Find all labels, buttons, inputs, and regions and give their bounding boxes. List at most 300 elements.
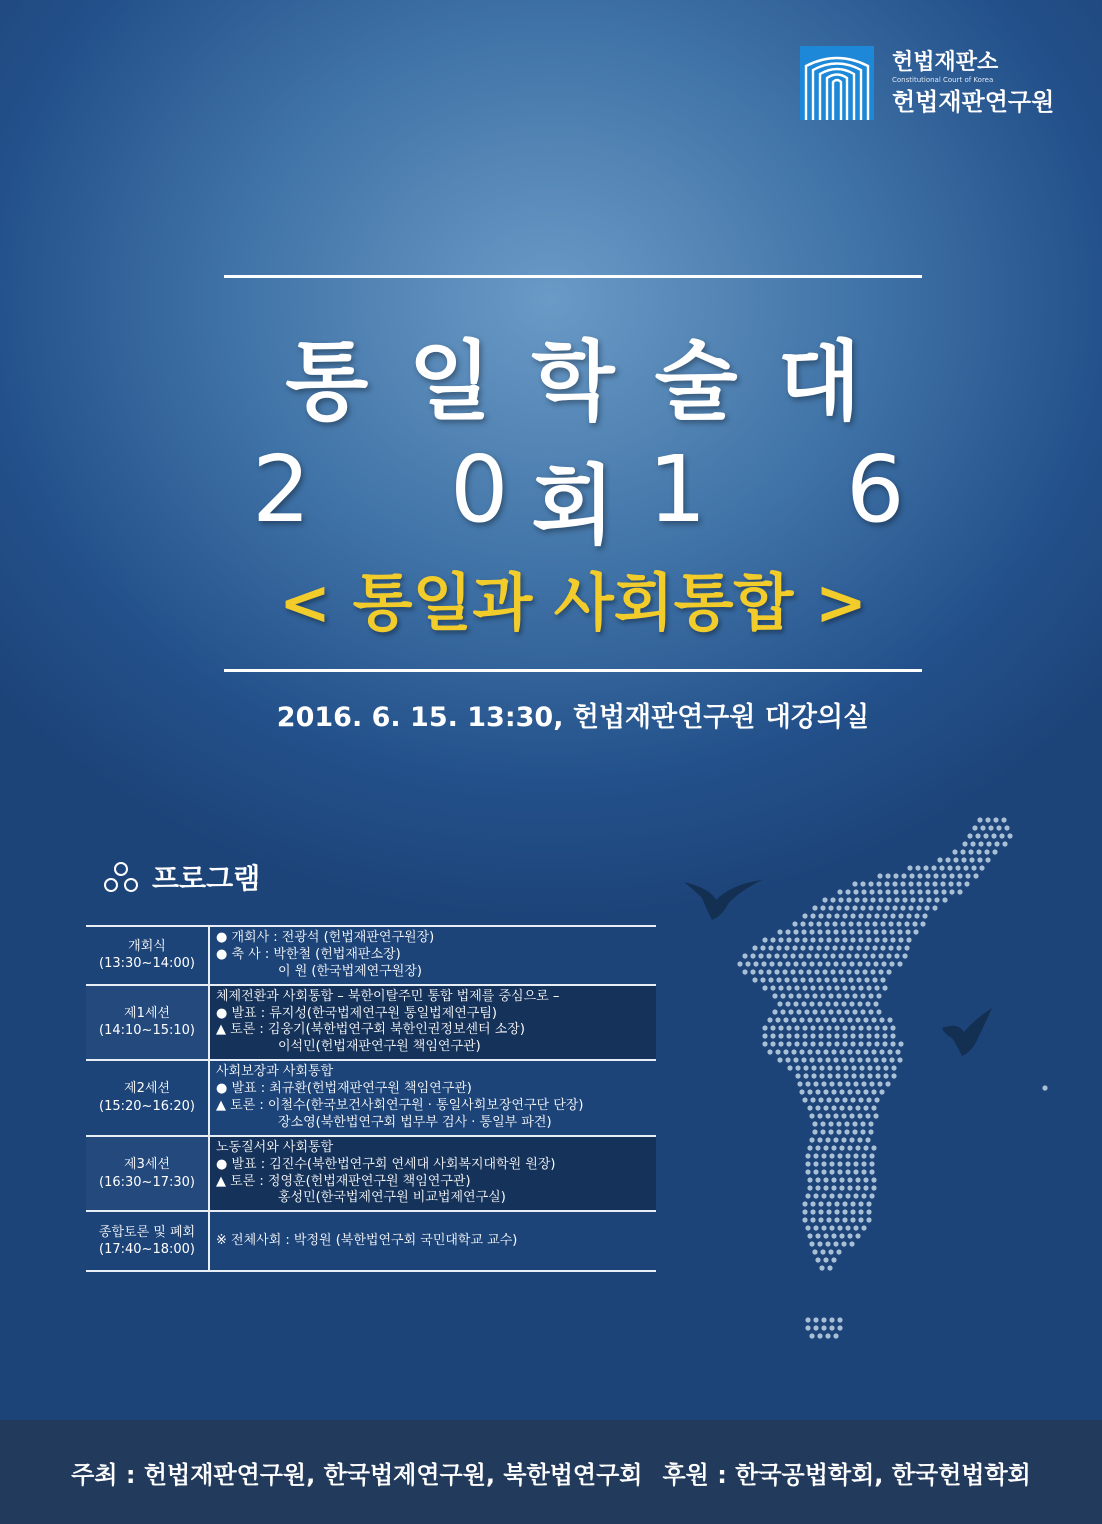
map-dot	[823, 1089, 828, 1094]
map-dot	[778, 1041, 783, 1046]
map-dot	[800, 945, 805, 950]
map-dot	[822, 953, 827, 958]
map-dot	[784, 977, 789, 982]
map-dot	[874, 1097, 879, 1102]
map-dot	[842, 1201, 847, 1206]
map-dot	[841, 1137, 846, 1142]
map-dot	[865, 1057, 870, 1062]
map-dot	[878, 953, 883, 958]
map-dot	[890, 1041, 895, 1046]
map-dot	[892, 905, 897, 910]
map-dot	[778, 1033, 783, 1038]
map-dot	[882, 1041, 887, 1046]
map-dot	[860, 993, 865, 998]
map-dot	[861, 1153, 866, 1158]
map-dot	[909, 889, 914, 894]
map-dot	[836, 1249, 841, 1254]
map-dot	[908, 881, 913, 886]
map-dot	[852, 1129, 857, 1134]
map-dot	[836, 905, 841, 910]
map-dot	[829, 1325, 834, 1330]
map-dot	[829, 1161, 834, 1166]
map-dot	[868, 993, 873, 998]
map-dot	[836, 1009, 841, 1014]
map-dot	[1002, 841, 1007, 846]
map-dot	[988, 825, 993, 830]
map-dot	[842, 1041, 847, 1046]
map-dot	[790, 969, 795, 974]
map-dot	[820, 1249, 825, 1254]
map-dot	[829, 1153, 834, 1158]
map-dot	[825, 1057, 830, 1062]
map-dot	[816, 945, 821, 950]
map-dot	[786, 1041, 791, 1046]
map-dot	[766, 969, 771, 974]
table-row	[86, 1060, 656, 1136]
map-dot	[811, 1073, 816, 1078]
map-dot	[841, 1241, 846, 1246]
map-dot	[794, 985, 799, 990]
map-dot	[972, 825, 977, 830]
map-dot	[801, 1001, 806, 1006]
map-dot	[805, 1317, 810, 1322]
map-dot	[983, 833, 988, 838]
map-dot	[855, 1017, 860, 1022]
map-dot	[842, 1097, 847, 1102]
map-dot	[810, 1097, 815, 1102]
map-dot	[783, 1017, 788, 1022]
map-dot	[742, 969, 747, 974]
map-dot	[893, 889, 898, 894]
map-dot	[905, 929, 910, 934]
map-dot	[753, 961, 758, 966]
map-dot	[923, 865, 928, 870]
map-dot	[810, 913, 815, 918]
map-dot	[892, 881, 897, 886]
map-dot	[750, 953, 755, 958]
map-dot	[826, 1209, 831, 1214]
map-dot	[866, 1025, 871, 1030]
map-dot	[780, 993, 785, 998]
map-dot	[842, 1217, 847, 1222]
map-dot	[775, 1049, 780, 1054]
map-dot	[837, 1081, 842, 1086]
map-dot	[847, 1185, 852, 1190]
map-dot	[853, 1161, 858, 1166]
map-dot	[939, 865, 944, 870]
map-dot	[876, 905, 881, 910]
map-dot	[797, 1081, 802, 1086]
map-dot	[845, 1153, 850, 1158]
map-dot	[992, 849, 997, 854]
map-dot	[847, 1177, 852, 1182]
map-dot	[861, 1225, 866, 1230]
map-dot	[812, 1129, 817, 1134]
map-dot	[819, 1265, 824, 1270]
map-dot	[819, 1073, 824, 1078]
map-dot	[839, 1177, 844, 1182]
court-emblem-icon	[800, 46, 874, 120]
map-dot	[826, 1041, 831, 1046]
map-dot	[863, 1049, 868, 1054]
map-dot	[850, 985, 855, 990]
map-dot	[815, 1145, 820, 1150]
map-dot	[826, 913, 831, 918]
map-dot	[849, 1241, 854, 1246]
map-dot	[793, 1057, 798, 1062]
map-dot	[823, 1185, 828, 1190]
map-dot	[840, 945, 845, 950]
map-dot	[818, 1209, 823, 1214]
map-dot	[791, 1049, 796, 1054]
map-dot	[831, 1185, 836, 1190]
map-dot	[826, 985, 831, 990]
institute-name: 헌법재판연구원	[892, 87, 1055, 116]
map-dot	[807, 1145, 812, 1150]
map-dot	[842, 1025, 847, 1030]
map-dot	[776, 945, 781, 950]
table-row	[86, 926, 656, 985]
map-dot	[941, 889, 946, 894]
map-dot	[811, 1065, 816, 1070]
map-dot	[865, 1001, 870, 1006]
map-dot	[836, 1129, 841, 1134]
map-dot	[775, 1017, 780, 1022]
map-dot	[761, 961, 766, 966]
map-dot	[873, 1001, 878, 1006]
map-dot	[821, 1081, 826, 1086]
map-dot	[885, 889, 890, 894]
map-dot	[833, 1333, 838, 1338]
map-dot	[965, 873, 970, 878]
map-dot	[859, 1065, 864, 1070]
map-dot	[767, 1049, 772, 1054]
map-dot	[885, 873, 890, 878]
session-time: (13:30~14:00)	[99, 956, 195, 972]
map-dot	[859, 1073, 864, 1078]
map-dot	[839, 1233, 844, 1238]
map-dot	[866, 1041, 871, 1046]
map-dot	[804, 1009, 809, 1014]
map-dot	[823, 1257, 828, 1262]
map-dot	[869, 1081, 874, 1086]
map-dot	[869, 1161, 874, 1166]
session-line: ● 발표 : 최규환(헌법재판연구원 책임연구관)	[216, 1081, 472, 1097]
map-dot	[810, 1025, 815, 1030]
map-dot	[828, 905, 833, 910]
map-dot	[881, 1057, 886, 1062]
map-dot	[999, 833, 1004, 838]
map-dot	[805, 1153, 810, 1158]
map-dot	[799, 1049, 804, 1054]
map-dot	[774, 953, 779, 958]
session-cell	[86, 926, 209, 985]
map-dot	[882, 1025, 887, 1030]
map-dot	[818, 913, 823, 918]
map-dot	[890, 1033, 895, 1038]
map-dot	[855, 1105, 860, 1110]
map-dot	[890, 1025, 895, 1030]
map-dot	[902, 897, 907, 902]
map-dot	[794, 1025, 799, 1030]
map-dot	[888, 945, 893, 950]
map-dot	[822, 969, 827, 974]
map-dot	[1001, 817, 1006, 822]
map-dot	[813, 1325, 818, 1330]
map-dot	[851, 1065, 856, 1070]
map-dot	[804, 993, 809, 998]
map-dot	[793, 1001, 798, 1006]
map-dot	[844, 905, 849, 910]
map-dot	[823, 1177, 828, 1182]
map-dot	[863, 1105, 868, 1110]
map-dot	[901, 873, 906, 878]
map-dot	[832, 945, 837, 950]
map-dot	[810, 985, 815, 990]
map-dot	[770, 1025, 775, 1030]
map-dot	[801, 1057, 806, 1062]
map-dot	[871, 1177, 876, 1182]
map-dot	[850, 1097, 855, 1102]
map-dot	[994, 841, 999, 846]
map-dot	[868, 1009, 873, 1014]
map-dot	[803, 1073, 808, 1078]
map-dot	[858, 985, 863, 990]
map-dot	[862, 953, 867, 958]
map-dot	[802, 1033, 807, 1038]
map-dot	[837, 1317, 842, 1322]
map-dot	[809, 1001, 814, 1006]
map-dot	[906, 913, 911, 918]
map-dot	[980, 825, 985, 830]
map-dot	[829, 1193, 834, 1198]
map-dot	[838, 969, 843, 974]
map-dot	[785, 1057, 790, 1062]
map-dot	[831, 1049, 836, 1054]
map-dot	[841, 1001, 846, 1006]
map-dot	[853, 1193, 858, 1198]
session-name: 종합토론 및 폐회	[98, 1224, 196, 1240]
session-cell	[86, 1136, 209, 1212]
map-dot	[807, 1049, 812, 1054]
session-cell	[86, 985, 209, 1061]
map-dot	[925, 873, 930, 878]
map-dot	[949, 873, 954, 878]
map-dot	[977, 817, 982, 822]
map-dot	[979, 865, 984, 870]
map-dot	[934, 897, 939, 902]
map-dot	[788, 1009, 793, 1014]
year-digit: 1	[648, 436, 707, 543]
map-dot	[880, 921, 885, 926]
map-dot	[866, 1209, 871, 1214]
map-dot	[831, 1177, 836, 1182]
map-dot	[880, 977, 885, 982]
map-dot	[835, 1065, 840, 1070]
map-dot	[805, 1169, 810, 1174]
map-dot	[857, 929, 862, 934]
map-dot	[796, 1009, 801, 1014]
map-dot	[970, 841, 975, 846]
map-dot	[826, 1201, 831, 1206]
map-dot	[858, 937, 863, 942]
korea-peninsula-map	[640, 800, 1060, 1360]
map-dot	[877, 889, 882, 894]
map-dot	[855, 1145, 860, 1150]
map-dot	[837, 1161, 842, 1166]
map-dot	[805, 1081, 810, 1086]
map-dot	[817, 1057, 822, 1062]
table-row	[86, 1136, 656, 1212]
map-dot	[810, 1033, 815, 1038]
map-dot	[844, 1121, 849, 1126]
map-dot	[762, 937, 767, 942]
map-dot	[933, 889, 938, 894]
map-dot	[810, 1041, 815, 1046]
map-dot	[786, 937, 791, 942]
map-dot	[868, 1121, 873, 1126]
map-dot	[871, 1049, 876, 1054]
map-dot	[848, 921, 853, 926]
map-dot	[837, 1225, 842, 1230]
map-dot	[837, 1169, 842, 1174]
map-dot	[833, 1137, 838, 1142]
map-dot	[879, 1017, 884, 1022]
event-title: 통일학술대회	[285, 332, 901, 556]
program-heading-label: 프로그램	[152, 862, 261, 895]
map-dot	[839, 1145, 844, 1150]
map-dot	[817, 961, 822, 966]
map-dot	[814, 969, 819, 974]
map-dot	[831, 1017, 836, 1022]
map-dot	[889, 961, 894, 966]
map-dot	[872, 977, 877, 982]
map-dot	[834, 1201, 839, 1206]
map-dot	[882, 985, 887, 990]
map-dot	[872, 921, 877, 926]
map-dot	[840, 921, 845, 926]
map-dot	[900, 905, 905, 910]
map-dot	[912, 921, 917, 926]
map-dot	[777, 929, 782, 934]
map-dot	[813, 1081, 818, 1086]
map-dot	[833, 929, 838, 934]
year-digit: 2	[252, 436, 311, 543]
map-dot	[875, 1073, 880, 1078]
map-dot	[802, 985, 807, 990]
map-dot	[852, 993, 857, 998]
map-dot	[897, 929, 902, 934]
map-dot	[849, 1001, 854, 1006]
map-dot	[821, 1325, 826, 1330]
map-dot	[776, 977, 781, 982]
map-dot	[840, 977, 845, 982]
map-dot	[968, 849, 973, 854]
map-dot	[868, 905, 873, 910]
map-dot	[916, 905, 921, 910]
map-dot	[867, 1065, 872, 1070]
map-dot	[853, 1169, 858, 1174]
map-dot	[962, 841, 967, 846]
map-dot	[896, 945, 901, 950]
map-dot	[810, 1201, 815, 1206]
map-dot	[828, 1129, 833, 1134]
map-dot	[815, 1233, 820, 1238]
map-dot	[858, 913, 863, 918]
map-dot	[881, 961, 886, 966]
map-dot	[866, 937, 871, 942]
map-dot	[818, 1201, 823, 1206]
map-dot	[849, 1113, 854, 1118]
map-dot	[760, 945, 765, 950]
map-dot	[849, 961, 854, 966]
map-dot	[880, 945, 885, 950]
map-dot	[863, 1017, 868, 1022]
map-dot	[871, 1145, 876, 1150]
map-dot	[774, 969, 779, 974]
map-dot	[933, 873, 938, 878]
map-dot	[868, 1129, 873, 1134]
map-dot	[826, 1097, 831, 1102]
map-dot	[889, 1057, 894, 1062]
event-subtitle: < 통일과 사회통합 >	[279, 566, 867, 639]
title-bottom-rule	[224, 669, 922, 672]
map-dot	[807, 1177, 812, 1182]
map-dot	[871, 1185, 876, 1190]
map-dot	[838, 897, 843, 902]
map-dot	[834, 913, 839, 918]
map-dot	[834, 1033, 839, 1038]
map-dot	[786, 1025, 791, 1030]
map-dot	[858, 1201, 863, 1206]
map-dot	[829, 1169, 834, 1174]
map-dot	[809, 1333, 814, 1338]
map-dot	[871, 1017, 876, 1022]
map-dot	[842, 1033, 847, 1038]
map-dot	[768, 977, 773, 982]
year-digit: 0	[450, 436, 509, 543]
map-dot	[752, 945, 757, 950]
map-dot	[828, 1121, 833, 1126]
map-dot	[831, 1257, 836, 1262]
map-dot	[836, 1121, 841, 1126]
map-dot	[874, 913, 879, 918]
map-dot	[858, 1217, 863, 1222]
map-dot	[863, 1177, 868, 1182]
map-dot	[818, 985, 823, 990]
map-dot	[770, 1033, 775, 1038]
map-dot	[850, 1041, 855, 1046]
map-dot	[810, 1209, 815, 1214]
map-dot	[916, 881, 921, 886]
map-dot	[832, 977, 837, 982]
map-dot	[848, 945, 853, 950]
map-dot	[888, 921, 893, 926]
host-organizations: 주최 : 헌법재판연구원, 한국법제연구원, 북한법연구회	[71, 1460, 643, 1489]
map-dot	[802, 1041, 807, 1046]
map-dot	[762, 1025, 767, 1030]
map-dot	[807, 1017, 812, 1022]
map-dot	[785, 961, 790, 966]
institute-logo	[800, 46, 1054, 120]
map-dot	[817, 929, 822, 934]
map-dot	[967, 833, 972, 838]
map-dot	[834, 1209, 839, 1214]
map-dot	[821, 1225, 826, 1230]
map-dot	[843, 1065, 848, 1070]
map-dot	[849, 929, 854, 934]
map-dot	[854, 897, 859, 902]
